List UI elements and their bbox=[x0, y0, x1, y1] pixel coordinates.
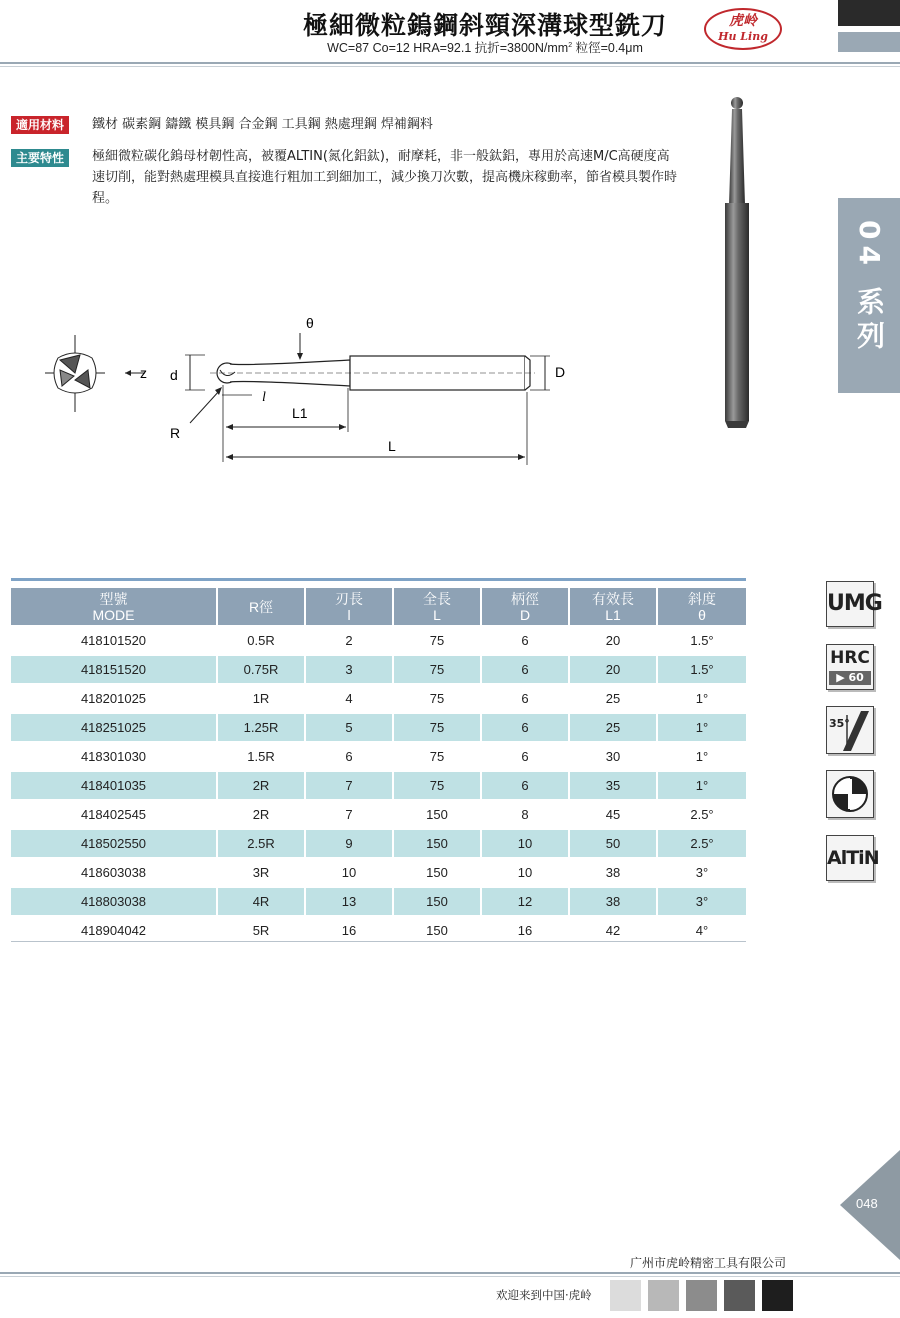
color-swatch bbox=[648, 1280, 679, 1311]
L-label: L bbox=[388, 438, 396, 454]
col-header-overall-length: 全長 L bbox=[394, 588, 482, 625]
helix-angle-icon bbox=[826, 706, 874, 754]
cell-flute-length: 4 bbox=[306, 685, 394, 712]
cell-radius: 2R bbox=[218, 772, 306, 799]
cell-effective-length: 20 bbox=[570, 656, 658, 683]
cell-taper: 1.5° bbox=[658, 656, 746, 683]
cell-model: 418151520 bbox=[11, 656, 218, 683]
cell-model: 418904042 bbox=[11, 917, 218, 944]
cell-model: 418201025 bbox=[11, 685, 218, 712]
logo-zh: 虎岭 bbox=[729, 13, 757, 29]
cell-taper: 4° bbox=[695, 923, 709, 938]
color-swatch bbox=[724, 1280, 755, 1311]
cell-flute-length: 5 bbox=[306, 714, 394, 741]
cell-taper: 2.5° bbox=[690, 807, 714, 822]
table-row bbox=[11, 714, 746, 741]
color-swatch bbox=[686, 1280, 717, 1311]
materials-text: 鐵材 碳素鋼 鑄鐵 模具鋼 合金鋼 工具鋼 熱處理鋼 焊補鋼料 bbox=[92, 117, 433, 132]
cell-effective-length: 42 bbox=[570, 917, 658, 944]
cell-taper: 1° bbox=[695, 749, 709, 764]
header-rule bbox=[0, 62, 900, 64]
cell-radius: 2.5R bbox=[218, 830, 306, 857]
table-row bbox=[11, 859, 746, 886]
cell-taper: 1° bbox=[658, 714, 746, 741]
col-header-radius: R徑 bbox=[218, 588, 306, 625]
material-spec-line bbox=[270, 38, 700, 56]
hrc-label: HRC bbox=[830, 648, 870, 668]
cell-shank-dia: 6 bbox=[482, 743, 570, 770]
D-label: D bbox=[555, 364, 566, 380]
col-header-shank-dia: 柄徑 D bbox=[482, 588, 570, 625]
cell-overall-length: 75 bbox=[394, 627, 482, 654]
cell-radius: 0.5R bbox=[218, 627, 306, 654]
flute-icon bbox=[826, 770, 874, 818]
table-row bbox=[11, 656, 746, 683]
cell-overall-length: 150 bbox=[394, 917, 482, 944]
cell-flute-length: 6 bbox=[306, 743, 394, 770]
header-light-block bbox=[838, 32, 900, 52]
cell-taper: 2.5° bbox=[658, 830, 746, 857]
page-title: 極細微粒鎢鋼斜頸深溝球型銑刀 bbox=[302, 11, 667, 40]
cell-overall-length: 75 bbox=[394, 656, 482, 683]
brand-logo bbox=[704, 8, 782, 50]
col-header-effective-length: 有效長 L1 bbox=[570, 588, 658, 625]
spec-table bbox=[11, 586, 746, 946]
cell-effective-length: 20 bbox=[570, 627, 658, 654]
helix-angle-label: 35° bbox=[829, 717, 850, 730]
col-header-taper: 斜度 θ bbox=[658, 588, 746, 625]
cell-radius: 1R bbox=[218, 685, 306, 712]
R-label: R bbox=[170, 425, 181, 441]
cell-overall-length: 150 bbox=[394, 859, 482, 886]
cell-flute-length: 9 bbox=[306, 830, 394, 857]
cell-shank-dia: 6 bbox=[482, 627, 570, 654]
cell-flute-length: 7 bbox=[306, 801, 394, 828]
cell-model: 418301030 bbox=[11, 743, 218, 770]
cell-flute-length: 3 bbox=[306, 656, 394, 683]
cell-taper: 3° bbox=[695, 865, 709, 880]
cell-overall-length: 75 bbox=[394, 685, 482, 712]
company-name: 广州市虎岭精密工具有限公司 bbox=[630, 1256, 787, 1270]
footer-rule bbox=[0, 1272, 900, 1274]
end-view-icon bbox=[45, 335, 105, 412]
cell-taper: 1° bbox=[695, 691, 709, 706]
cell-model: 418803038 bbox=[11, 888, 218, 915]
cell-shank-dia: 16 bbox=[482, 917, 570, 944]
cell-overall-length: 75 bbox=[394, 743, 482, 770]
col-header-flute-length: 刃長 l bbox=[306, 588, 394, 625]
cell-effective-length: 45 bbox=[570, 801, 658, 828]
cell-effective-length: 25 bbox=[570, 714, 658, 741]
cell-shank-dia: 10 bbox=[482, 859, 570, 886]
cell-shank-dia: 6 bbox=[482, 772, 570, 799]
table-row bbox=[11, 830, 746, 857]
spec-grain: 粒徑=0.4μm bbox=[572, 41, 643, 55]
umg-icon: UMG bbox=[826, 581, 874, 627]
cell-radius: 1.5R bbox=[218, 743, 306, 770]
d-label: d bbox=[170, 367, 178, 383]
cell-taper: 3° bbox=[658, 888, 746, 915]
cell-radius: 4R bbox=[218, 888, 306, 915]
cell-shank-dia: 6 bbox=[482, 714, 570, 741]
l-label: l bbox=[262, 390, 266, 405]
table-row bbox=[11, 627, 746, 654]
cell-taper: 1° bbox=[658, 772, 746, 799]
cell-radius: 5R bbox=[218, 917, 306, 944]
cell-flute-length: 10 bbox=[306, 859, 394, 886]
footer-rule-thin bbox=[0, 1276, 900, 1277]
tool-dimension-diagram bbox=[30, 300, 590, 475]
theta-label: θ bbox=[306, 315, 314, 331]
cell-radius: 3R bbox=[218, 859, 306, 886]
hrc-value: ▶ 60 bbox=[829, 671, 871, 685]
cell-overall-length: 150 bbox=[394, 830, 482, 857]
altin-coating-icon: AlTiN bbox=[826, 835, 874, 881]
cell-overall-length: 150 bbox=[394, 888, 482, 915]
cell-effective-length: 30 bbox=[570, 743, 658, 770]
table-bottom-rule bbox=[11, 941, 746, 942]
cell-flute-length: 13 bbox=[306, 888, 394, 915]
welcome-text: 欢迎来到中国·虎岭 bbox=[496, 1288, 592, 1302]
helix-graphic bbox=[827, 707, 873, 753]
table-row bbox=[11, 917, 746, 944]
table-row bbox=[11, 888, 746, 915]
cell-flute-length: 2 bbox=[306, 627, 394, 654]
cell-model: 418402545 bbox=[11, 801, 218, 828]
cell-radius: 1.25R bbox=[218, 714, 306, 741]
z-label: z bbox=[140, 365, 147, 381]
spec-superscript: 2 bbox=[568, 41, 573, 49]
table-row bbox=[11, 743, 746, 770]
cell-effective-length: 25 bbox=[570, 685, 658, 712]
cell-effective-length: 50 bbox=[570, 830, 658, 857]
cell-effective-length: 35 bbox=[570, 772, 658, 799]
logo-en: Hu Ling bbox=[718, 30, 768, 43]
cell-model: 418101520 bbox=[11, 627, 218, 654]
cell-overall-length: 75 bbox=[394, 714, 482, 741]
series-label: 04 系列 bbox=[853, 220, 886, 355]
L1-label: L1 bbox=[292, 405, 308, 421]
cell-shank-dia: 10 bbox=[482, 830, 570, 857]
spec-text: WC=87 Co=12 HRA=92.1 抗折=3800N/mm bbox=[327, 41, 569, 55]
cell-radius: 0.75R bbox=[218, 656, 306, 683]
cell-shank-dia: 6 bbox=[482, 656, 570, 683]
cell-overall-length: 150 bbox=[394, 801, 482, 828]
cell-shank-dia: 6 bbox=[482, 685, 570, 712]
color-swatch bbox=[610, 1280, 641, 1311]
features-tag: 主要特性 bbox=[11, 149, 69, 167]
cell-effective-length: 38 bbox=[570, 888, 658, 915]
cell-shank-dia: 8 bbox=[482, 801, 570, 828]
header-rule-thin bbox=[0, 66, 900, 67]
cell-radius: 2R bbox=[218, 801, 306, 828]
materials-tag: 適用材料 bbox=[11, 116, 69, 134]
tool-photo-image bbox=[715, 85, 755, 430]
cell-taper: 1.5° bbox=[690, 633, 714, 648]
cell-flute-length: 7 bbox=[306, 772, 394, 799]
cell-overall-length: 75 bbox=[394, 772, 482, 799]
header-dark-block bbox=[838, 0, 900, 26]
table-row bbox=[11, 801, 746, 828]
cell-effective-length: 38 bbox=[570, 859, 658, 886]
features-text: 極細微粒碳化鎢母材韌性高，被覆ALTIN(氮化鋁鈦)，耐摩耗，非一般鈦鋁，專用於高速M/C高硬度高速切削，能對熱處理模具直接進行粗加工到細加工，減少換刀次數，提高機床稼動率，節省模具製作時程。 bbox=[92, 149, 678, 206]
color-swatch bbox=[762, 1280, 793, 1311]
cell-model: 418251025 bbox=[11, 714, 218, 741]
cell-model: 418502550 bbox=[11, 830, 218, 857]
table-header-row bbox=[11, 588, 746, 625]
table-row bbox=[11, 685, 746, 712]
col-header-model: 型號 MODE bbox=[11, 588, 218, 625]
table-top-rule bbox=[11, 578, 746, 581]
cell-model: 418401035 bbox=[11, 772, 218, 799]
cell-flute-length: 16 bbox=[306, 917, 394, 944]
table-body bbox=[11, 627, 746, 944]
cell-model: 418603038 bbox=[11, 859, 218, 886]
cell-shank-dia: 12 bbox=[482, 888, 570, 915]
page-number: 048 bbox=[856, 1196, 878, 1211]
hrc-icon bbox=[826, 644, 874, 690]
table-row bbox=[11, 772, 746, 799]
